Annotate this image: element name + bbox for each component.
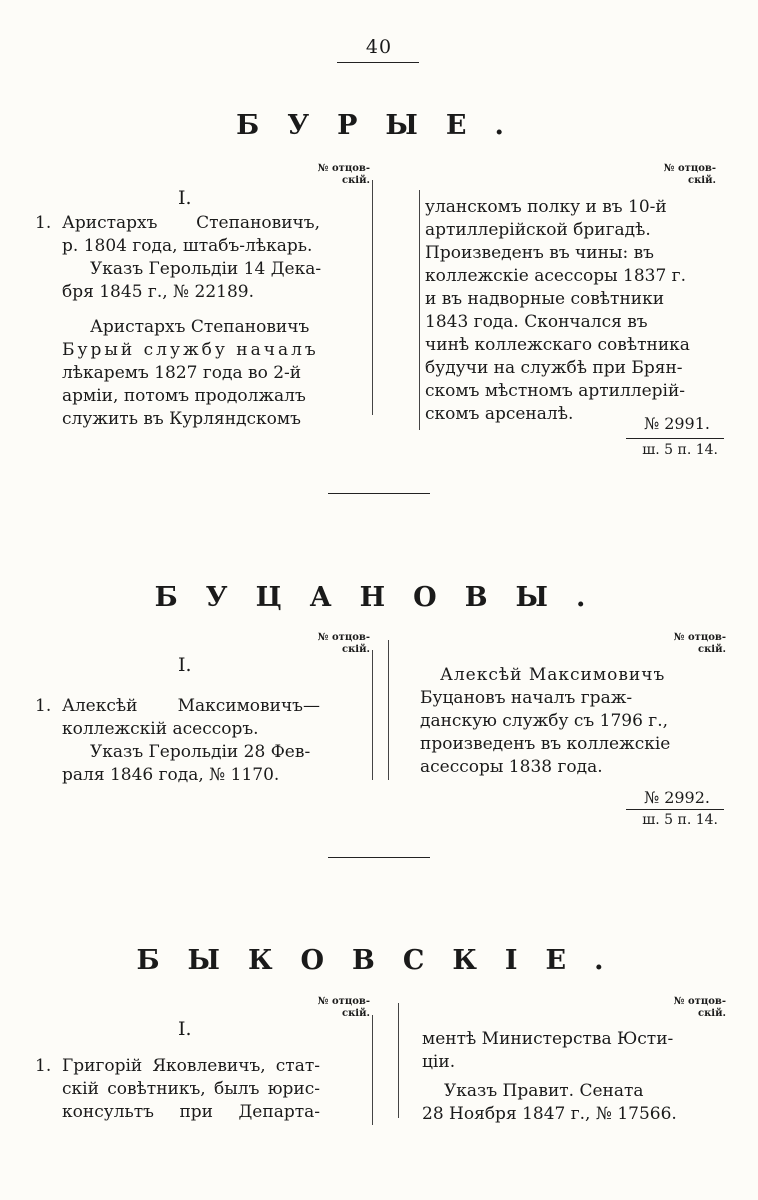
entry-text [62, 212, 320, 304]
text-line: и въ надворные совѣтники [425, 289, 665, 309]
text-line: коллежскіе асессоры 1837 г. [425, 266, 686, 286]
text-line: коллежскій асессоръ. [62, 719, 259, 739]
text-line: ціи. [422, 1052, 456, 1072]
column-divider-left [372, 650, 373, 780]
entry-number: 1. [35, 696, 52, 716]
shelf-reference: ш. 5 п. 14. [642, 442, 718, 458]
text-line: произведенъ въ коллежскіе [420, 734, 671, 754]
column-head-left: № отцов- скій. [317, 632, 370, 655]
biography-text [62, 316, 320, 431]
text-line: консультъ при Департа- [62, 1102, 320, 1122]
record-number: № 2991. [643, 414, 710, 433]
text-line: р. 1804 года, штабъ-лѣкарь. [62, 236, 313, 256]
surname-heading-burye: БУРЫЕ. [236, 110, 532, 141]
column-divider-right [388, 640, 389, 780]
column-divider-left [372, 180, 373, 415]
section-separator [328, 493, 430, 494]
entry-text [62, 1055, 320, 1124]
text-line: асессоры 1838 года. [420, 757, 603, 777]
entry-number: 1. [35, 1056, 52, 1076]
text-line: Григорій Яковлевичъ, стат- [62, 1056, 320, 1076]
column-head-left: № отцов- скій. [317, 163, 370, 186]
column-divider-left [372, 1015, 373, 1125]
header-rule [337, 62, 419, 63]
column-divider-right [419, 190, 420, 430]
text-line: бря 1845 г., № 22189. [62, 282, 255, 302]
text-line: Указъ Герольдіи 14 Дека- [90, 259, 322, 279]
text-line: Алексѣй Максимовичъ— [62, 696, 320, 716]
surname-heading-bykovskie: БЫКОВСКІЕ. [136, 945, 632, 976]
shelf-reference: ш. 5 п. 14. [642, 812, 718, 828]
text-line: Бурый службу началъ [62, 340, 319, 360]
column-head-left: № отцов- скій. [317, 996, 370, 1019]
column-divider-right [398, 1003, 399, 1118]
biography-continuation [422, 1028, 712, 1126]
text-line: артиллерійской бригадѣ. [425, 220, 651, 240]
text-line: ментѣ Министерства Юсти- [422, 1029, 674, 1049]
text-line: Аристархъ Степановичъ [90, 317, 310, 337]
text-line: уланскомъ полку и въ 10-й [425, 197, 667, 217]
text-line: 28 Ноября 1847 г., № 17566. [422, 1104, 677, 1124]
record-number: № 2992. [643, 788, 710, 807]
text-line: данскую службу съ 1796 г., [420, 711, 669, 731]
biography-continuation [425, 196, 710, 426]
entry-number: 1. [35, 213, 52, 233]
text-line: Указъ Герольдіи 28 Фев- [90, 742, 311, 762]
text-line: скомъ арсеналѣ. [425, 404, 574, 424]
generation-numeral: I. [178, 654, 192, 676]
text-line: лѣкаремъ 1827 года во 2-й [62, 363, 302, 383]
column-head-right: № отцов- скій. [663, 163, 716, 186]
text-line: арміи, потомъ продолжалъ [62, 386, 306, 406]
biography-text [398, 664, 698, 779]
text-line: будучи на службѣ при Брян- [425, 358, 683, 378]
record-rule [626, 809, 724, 810]
page-number: 40 [365, 36, 393, 58]
column-head-right: № отцов- скій. [673, 632, 726, 655]
surname-heading-butsanovy: БУЦАНОВЫ. [154, 582, 614, 613]
generation-numeral: I. [178, 187, 192, 209]
text-line: чинѣ коллежскаго совѣтника [425, 335, 690, 355]
text-line: Аристархъ Степановичъ, [62, 213, 320, 233]
text-line: Алексѣй Максимовичъ [440, 665, 666, 685]
section-separator [328, 857, 430, 858]
text-line: 1843 года. Скончался въ [425, 312, 648, 332]
text-line: раля 1846 года, № 1170. [62, 765, 280, 785]
record-rule [626, 438, 724, 439]
text-line: скій совѣтникъ, былъ юрис- [62, 1079, 320, 1099]
entry-text [62, 695, 320, 787]
text-line: служить въ Курляндскомъ [62, 409, 301, 429]
generation-numeral: I. [178, 1018, 192, 1040]
text-line: Указъ Правит. Сената [444, 1081, 644, 1101]
text-line: Буцановъ началъ граж- [420, 688, 633, 708]
column-head-right: № отцов- скій. [673, 996, 726, 1019]
text-line: Произведенъ въ чины: въ [425, 243, 654, 263]
text-line: скомъ мѣстномъ артиллерій- [425, 381, 686, 401]
